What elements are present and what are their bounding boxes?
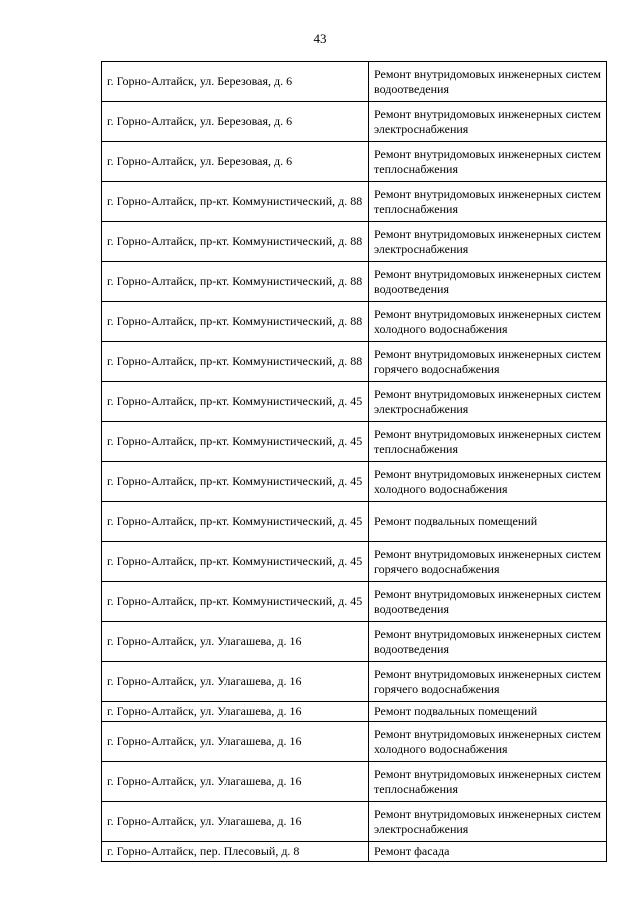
work-cell: Ремонт внутридомовых инженерных систем горячего водоснабжения: [369, 342, 607, 382]
work-cell: Ремонт внутридомовых инженерных систем холодного водоснабжения: [369, 302, 607, 342]
work-cell: Ремонт внутридомовых инженерных систем электроснабжения: [369, 222, 607, 262]
table-row: [102, 302, 607, 342]
address-cell: г. Горно-Алтайск, ул. Улагашева, д. 16: [102, 762, 369, 802]
work-cell: Ремонт внутридомовых инженерных систем холодного водоснабжения: [369, 722, 607, 762]
work-cell: Ремонт внутридомовых инженерных систем теплоснабжения: [369, 762, 607, 802]
table-row: [102, 422, 607, 462]
address-cell: г. Горно-Алтайск, пр-кт. Коммунистический, д. 45: [102, 462, 369, 502]
address-cell: г. Горно-Алтайск, пр-кт. Коммунистический, д. 88: [102, 302, 369, 342]
table-row: [102, 182, 607, 222]
work-cell: Ремонт внутридомовых инженерных систем горячего водоснабжения: [369, 662, 607, 702]
work-cell: Ремонт внутридомовых инженерных систем водоотведения: [369, 622, 607, 662]
work-table: [101, 61, 607, 862]
address-cell: г. Горно-Алтайск, ул. Улагашева, д. 16: [102, 722, 369, 762]
address-cell: г. Горно-Алтайск, пр-кт. Коммунистический, д. 45: [102, 542, 369, 582]
work-cell: Ремонт внутридомовых инженерных систем водоотведения: [369, 62, 607, 102]
address-cell: г. Горно-Алтайск, пр-кт. Коммунистический, д. 88: [102, 262, 369, 302]
table-row: [102, 622, 607, 662]
table-row: [102, 462, 607, 502]
address-cell: г. Горно-Алтайск, ул. Улагашева, д. 16: [102, 702, 369, 722]
address-cell: г. Горно-Алтайск, ул. Улагашева, д. 16: [102, 802, 369, 842]
address-cell: г. Горно-Алтайск, ул. Березовая, д. 6: [102, 62, 369, 102]
work-cell: Ремонт внутридомовых инженерных систем теплоснабжения: [369, 142, 607, 182]
address-cell: г. Горно-Алтайск, пер. Плесовый, д. 8: [102, 842, 369, 862]
table-row: [102, 342, 607, 382]
table-row: [102, 262, 607, 302]
table-row: [102, 102, 607, 142]
address-cell: г. Горно-Алтайск, ул. Улагашева, д. 16: [102, 622, 369, 662]
table-row: [102, 542, 607, 582]
table-row: [102, 582, 607, 622]
address-cell: г. Горно-Алтайск, пр-кт. Коммунистический, д. 88: [102, 222, 369, 262]
address-cell: г. Горно-Алтайск, ул. Березовая, д. 6: [102, 142, 369, 182]
work-cell: Ремонт внутридомовых инженерных систем водоотведения: [369, 582, 607, 622]
work-cell: Ремонт подвальных помещений: [369, 502, 607, 542]
address-cell: г. Горно-Алтайск, пр-кт. Коммунистический, д. 45: [102, 502, 369, 542]
address-cell: г. Горно-Алтайск, пр-кт. Коммунистический, д. 45: [102, 582, 369, 622]
work-cell: Ремонт внутридомовых инженерных систем водоотведения: [369, 262, 607, 302]
work-cell: Ремонт внутридомовых инженерных систем теплоснабжения: [369, 422, 607, 462]
work-cell: Ремонт внутридомовых инженерных систем электроснабжения: [369, 102, 607, 142]
table-row: [102, 142, 607, 182]
work-cell: Ремонт внутридомовых инженерных систем горячего водоснабжения: [369, 542, 607, 582]
work-cell: Ремонт внутридомовых инженерных систем холодного водоснабжения: [369, 462, 607, 502]
table-row: [102, 382, 607, 422]
work-cell: Ремонт внутридомовых инженерных систем электроснабжения: [369, 382, 607, 422]
work-cell: Ремонт подвальных помещений: [369, 702, 607, 722]
table-row: [102, 222, 607, 262]
address-cell: г. Горно-Алтайск, пр-кт. Коммунистический, д. 45: [102, 422, 369, 462]
address-cell: г. Горно-Алтайск, пр-кт. Коммунистический, д. 88: [102, 342, 369, 382]
table-row: [102, 842, 607, 862]
work-cell: Ремонт внутридомовых инженерных систем теплоснабжения: [369, 182, 607, 222]
work-cell: Ремонт фасада: [369, 842, 607, 862]
table-row: [102, 662, 607, 702]
address-cell: г. Горно-Алтайск, пр-кт. Коммунистический, д. 88: [102, 182, 369, 222]
table-row: [102, 702, 607, 722]
table-row: [102, 62, 607, 102]
table-row: [102, 802, 607, 842]
work-cell: Ремонт внутридомовых инженерных систем электроснабжения: [369, 802, 607, 842]
table-row: [102, 762, 607, 802]
table-row: [102, 502, 607, 542]
address-cell: г. Горно-Алтайск, ул. Улагашева, д. 16: [102, 662, 369, 702]
table-row: [102, 722, 607, 762]
address-cell: г. Горно-Алтайск, пр-кт. Коммунистический, д. 45: [102, 382, 369, 422]
page-number: 43: [313, 31, 327, 46]
address-cell: г. Горно-Алтайск, ул. Березовая, д. 6: [102, 102, 369, 142]
